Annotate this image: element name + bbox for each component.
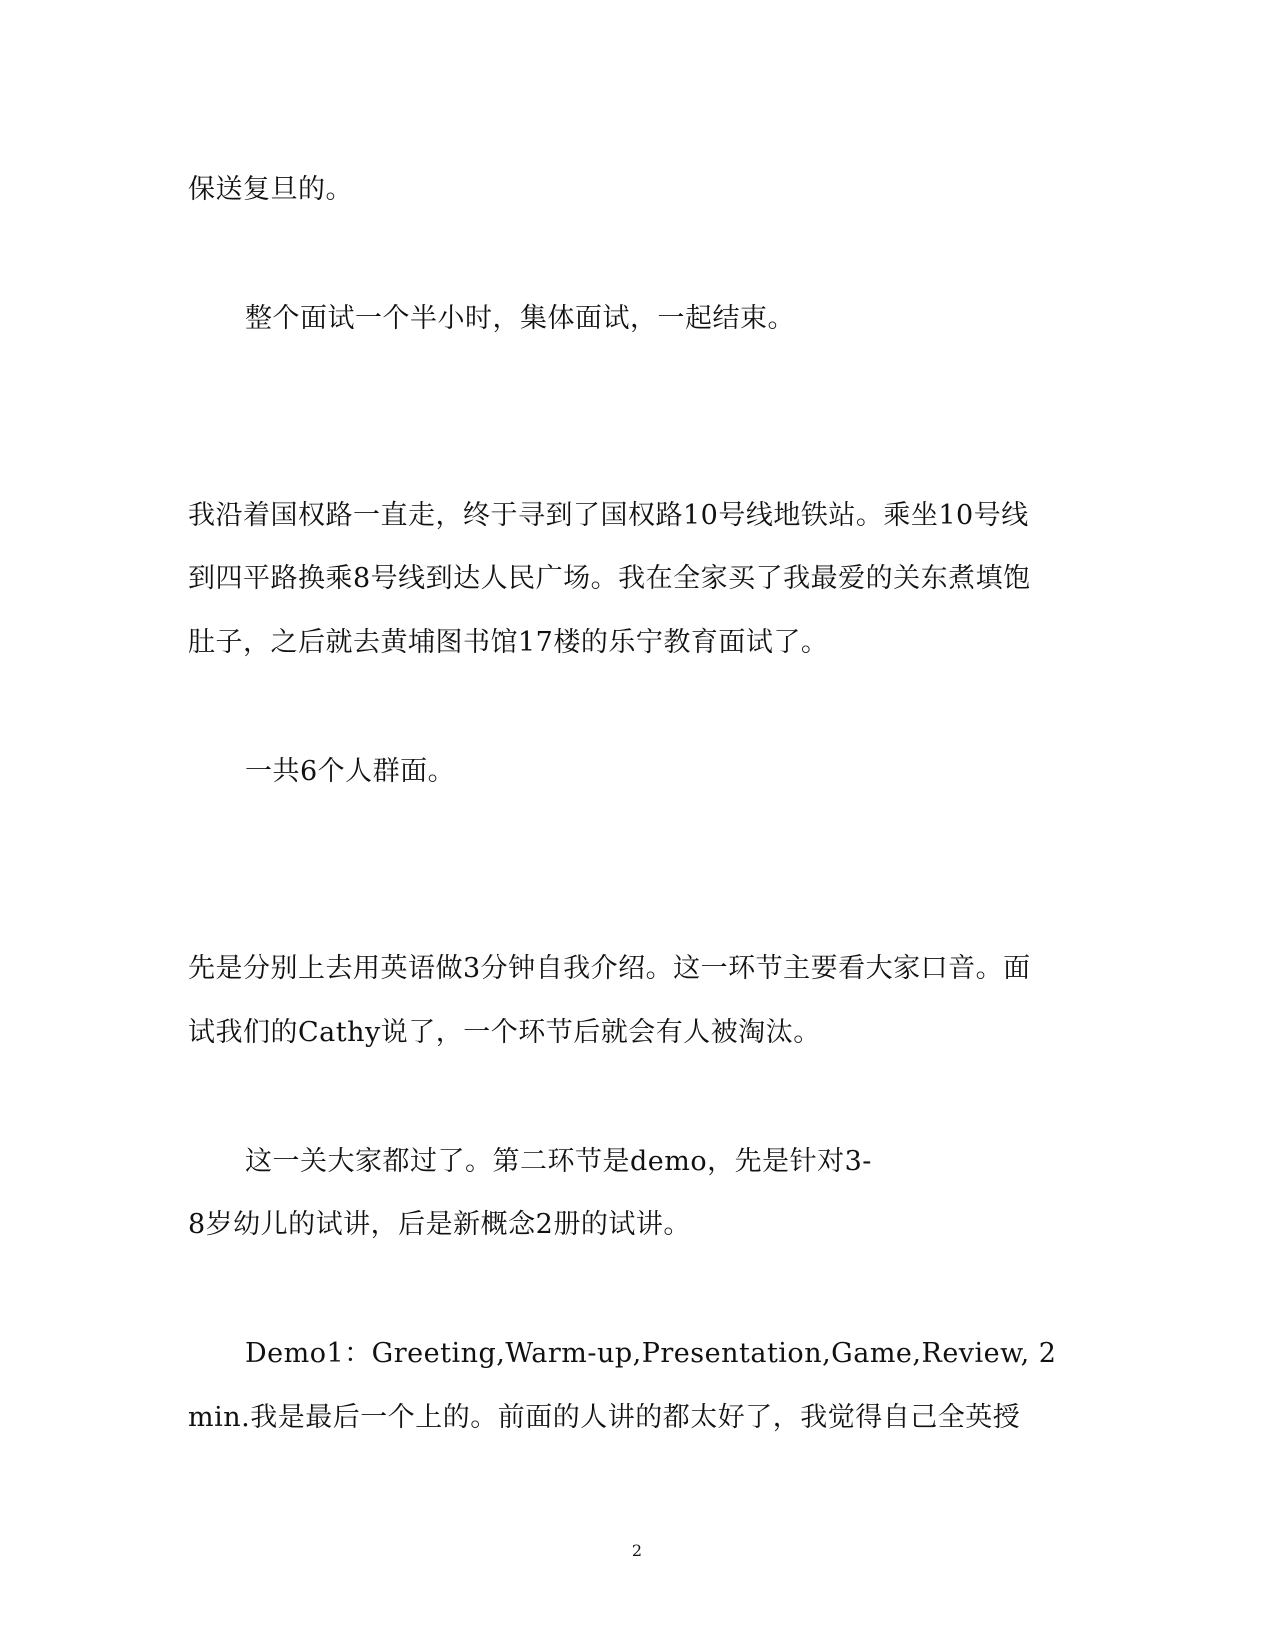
text-line-10: 8岁幼儿的试讲，后是新概念2册的试讲。 — [188, 1209, 691, 1240]
text-line-9: 这一关大家都过了。第二环节是demo，先是针对3- — [245, 1146, 872, 1177]
text-line-6: 一共6个人群面。 — [245, 756, 456, 787]
text-line-11: Demo1：Greeting,Warm-up,Presentation,Game,Review, 2 — [245, 1338, 1057, 1369]
text-line-3: 我沿着国权路一直走，终于寻到了国权路10号线地铁站。乘坐10号线 — [188, 500, 1029, 531]
text-line-7: 先是分别上去用英语做3分钟自我介绍。这一环节主要看大家口音。面 — [188, 953, 1031, 984]
page-number: 2 — [631, 1541, 643, 1560]
text-line-12: min.我是最后一个上的。前面的人讲的都太好了，我觉得自己全英授 — [188, 1402, 1021, 1433]
text-line-5: 肚子，之后就去黄埔图书馆17楼的乐宁教育面试了。 — [188, 627, 829, 658]
text-line-2: 整个面试一个半小时，集体面试，一起结束。 — [245, 303, 795, 334]
text-line-1: 保送复旦的。 — [188, 174, 353, 205]
text-line-4: 到四平路换乘8号线到达人民广场。我在全家买了我最爱的关东煮填饱 — [188, 563, 1031, 594]
text-line-8: 试我们的Cathy说了，一个环节后就会有人被淘汰。 — [188, 1017, 821, 1048]
